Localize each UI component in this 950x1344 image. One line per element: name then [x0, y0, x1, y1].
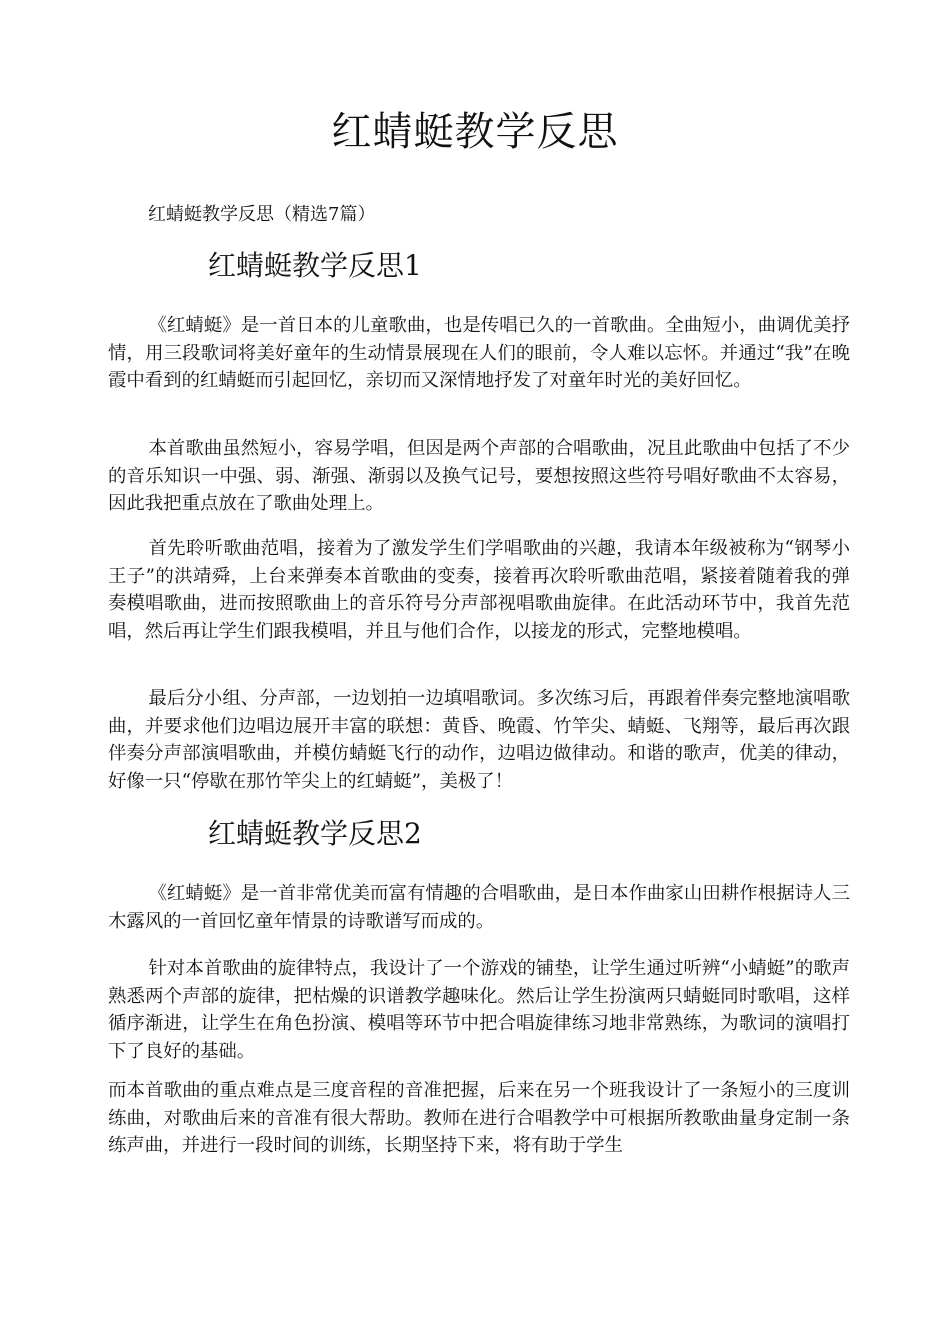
paragraph: 《红蜻蜓》是一首日本的儿童歌曲，也是传唱已久的一首歌曲。全曲短小，曲调优美抒情，用三段歌词将美好童年的生动情景展现在人们的眼前，令人难以忘怀。并通过“我”在晚霞中看到的红蜻蜓而引起回忆，亲切而又深情地抒发了对童年时光的美好回忆。	[108, 315, 850, 391]
section-heading-2: 红蜻蜓教学反思2	[208, 817, 422, 850]
paragraph: 最后分小组、分声部，一边划拍一边填唱歌词。多次练习后，再跟着伴奏完整地演唱歌曲，并要求他们边唱边展开丰富的联想：黄昏、晚霞、竹竿尖、蜻蜓、飞翔等，最后再次跟伴奏分声部演唱歌曲，并模仿蜻蜓飞行的动作，边唱边做律动。和谐的歌声，优美的律动，好像一只“停歇在那竹竿尖上的红蜻蜓”，美极了！	[108, 688, 850, 792]
paragraph: 而本首歌曲的重点难点是三度音程的音准把握，后来在另一个班我设计了一条短小的三度训练曲，对歌曲后来的音准有很大帮助。教师在进行合唱教学中可根据所教歌曲量身定制一条练声曲，并进行一段时间的训练，长期坚持下来，将有助于学生	[108, 1080, 850, 1156]
section-heading-1: 红蜻蜓教学反思1	[208, 249, 422, 282]
paragraph: 针对本首歌曲的旋律特点，我设计了一个游戏的铺垫，让学生通过听辨“小蜻蜓”的歌声熟悉两个声部的旋律，把枯燥的识谱教学趣味化。然后让学生扮演两只蜻蜓同时歌唱，这样循序渐进，让学生在角色扮演、模唱等环节中把合唱旋律练习地非常熟练，为歌词的演唱打下了良好的基础。	[108, 958, 850, 1062]
paragraph: 《红蜻蜓》是一首非常优美而富有情趣的合唱歌曲，是日本作曲家山田耕作根据诗人三木露风的一首回忆童年情景的诗歌谱写而成的。	[108, 883, 850, 932]
paragraph: 首先聆听歌曲范唱，接着为了激发学生们学唱歌曲的兴趣，我请本年级被称为“钢琴小王子”的洪靖舜，上台来弹奏本首歌曲的变奏，接着再次聆听歌曲范唱，紧接着随着我的弹奏模唱歌曲，进而按照歌曲上的音乐符号分声部视唱歌曲旋律。在此活动环节中，我首先范唱，然后再让学生们跟我模唱，并且与他们合作，以接龙的形式，完整地模唱。	[108, 538, 850, 642]
document-subtitle: 红蜻蜓教学反思（精选7篇）	[148, 204, 376, 225]
paragraph: 本首歌曲虽然短小，容易学唱，但因是两个声部的合唱歌曲，况且此歌曲中包括了不少的音乐知识一中强、弱、渐强、渐弱以及换气记号，要想按照这些符号唱好歌曲不太容易，因此我把重点放在了歌曲处理上。	[108, 438, 850, 514]
document-title: 红蜻蜓教学反思	[331, 109, 619, 155]
